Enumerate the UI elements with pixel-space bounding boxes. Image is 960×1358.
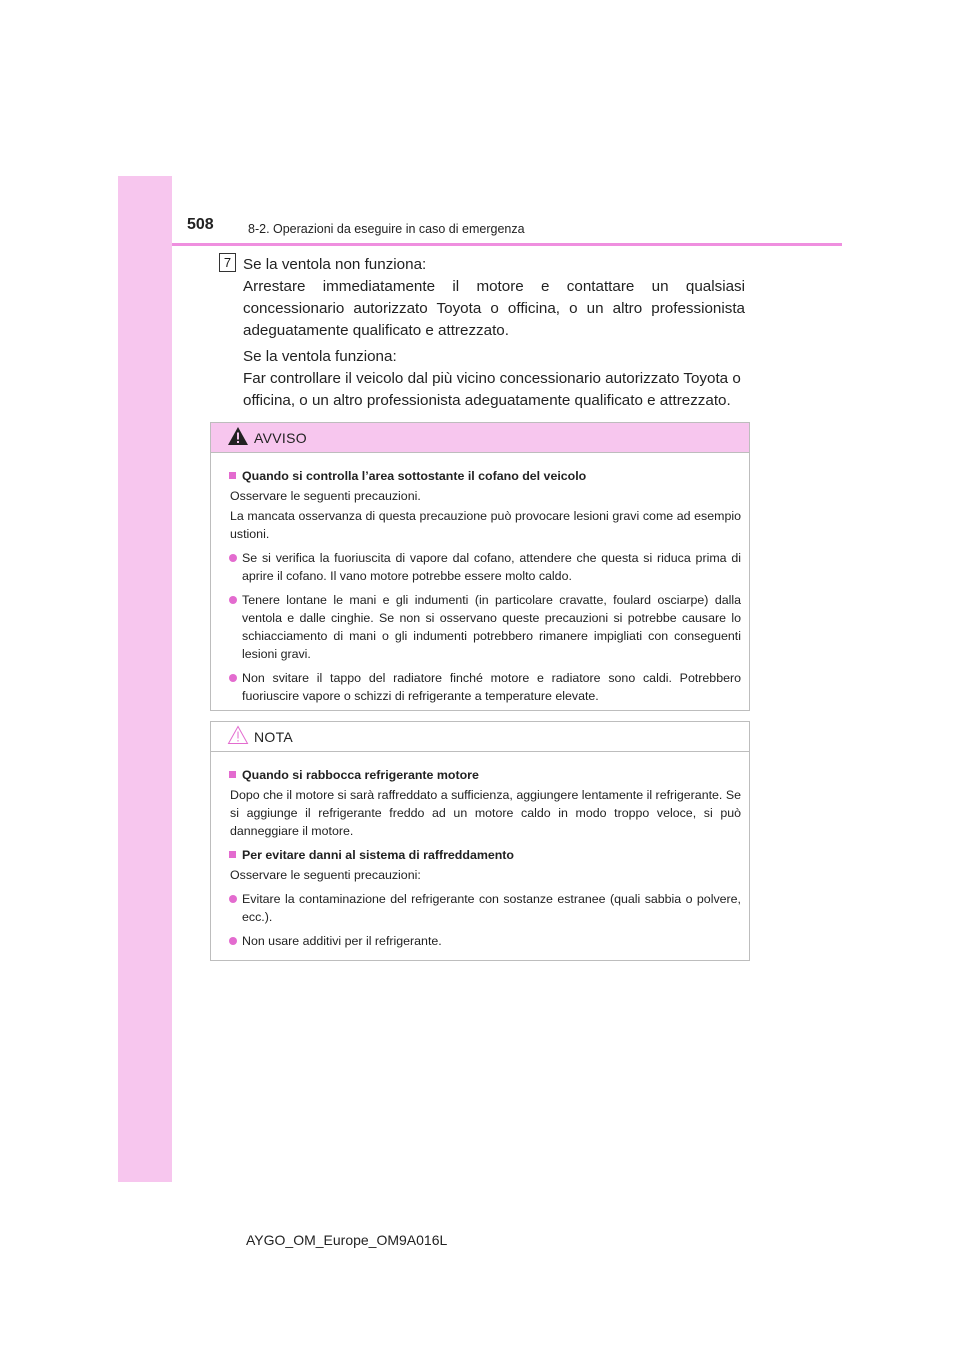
warning-title: AVVISO (254, 430, 307, 446)
warning-bullet-text: Non svitare il tappo del radiatore finché motore e radiatore sono caldi. Potrebbero fuoriuscire vapore o schizzi di refrigerante a temperature elevate. (242, 671, 741, 703)
footer-doc-id: AYGO_OM_Europe_OM9A016L (246, 1232, 448, 1248)
fan-not-working-label: Se la ventola non funziona: (243, 256, 427, 273)
note-bullet-text: Non usare additivi per il refrigerante. (242, 934, 442, 948)
warning-intro-line2: La mancata osservanza di questa precauzione può provocare lesioni gravi come ad esempio ustioni. (230, 509, 741, 541)
square-bullet-icon (229, 851, 236, 858)
note-text: Osservare le seguenti precauzioni: (230, 868, 421, 882)
note-text: Dopo che il motore si sarà raffreddato a sufficienza, aggiungere lentamente il refrigerante. Se si aggiunge il refrigerante freddo ad un motore caldo in modo troppo veloce, si può danneggiare il motore. (230, 788, 741, 838)
round-bullet-icon (229, 895, 237, 903)
warning-bullet-text: Tenere lontane le mani e gli indumenti (in particolare cravatte, foulard osciarpe) dalla ventola e dalle cinghie. Se non si osservano queste precauzioni si potrebbe causare lo schiacciamento di mani o gli indumenti potrebbero rimanere impigliati con conseguenti lesioni gravi. (242, 593, 741, 661)
note-bullet (229, 932, 741, 950)
warning-header (211, 423, 749, 453)
warning-bullet (229, 669, 741, 705)
note-title: NOTA (254, 729, 294, 745)
warning-box (210, 422, 750, 711)
warning-intro (229, 487, 741, 543)
section-title: 8-2. Operazioni da eseguire in caso di emergenza (248, 222, 525, 236)
note-heading-text: Quando si rabbocca refrigerante motore (242, 768, 479, 782)
round-bullet-icon (229, 937, 237, 945)
square-bullet-icon (229, 771, 236, 778)
caution-triangle-icon (227, 725, 249, 745)
note-bullet-text: Evitare la contaminazione del refrigerante con sostanze estranee (quali sabbia o polvere, ecc.). (242, 892, 741, 924)
warning-intro-line1: Osservare le seguenti precauzioni. (230, 489, 421, 503)
warning-triangle-icon (227, 426, 249, 446)
round-bullet-icon (229, 674, 237, 682)
square-bullet-icon (229, 472, 236, 479)
note-bullet (229, 890, 741, 926)
note-heading (229, 766, 741, 784)
note-body (211, 752, 749, 960)
warning-heading (229, 467, 741, 485)
round-bullet-icon (229, 596, 237, 604)
side-tab-band (118, 176, 172, 1182)
warning-bullet-text: Se si verifica la fuoriuscita di vapore dal cofano, attendere che questa si riduca prima di aprire il cofano. Il vano motore potrebbe essere molto caldo. (242, 551, 741, 583)
header-rule (172, 243, 842, 246)
fan-working-text: Far controllare il veicolo dal più vicino concessionario autorizzato Toyota o officina, o un altro professionista adeguatamente qualificato e attrezzato. (243, 370, 741, 409)
warning-heading-text: Quando si controlla l’area sottostante il cofano del veicolo (242, 469, 587, 483)
step-number: 7 (219, 253, 236, 272)
note-header (211, 722, 749, 752)
warning-bullet (229, 591, 741, 663)
note-box (210, 721, 750, 961)
warning-bullet (229, 549, 741, 585)
fan-not-working-text: Arrestare immediatamente il motore e contattare un qualsiasi concessionario autorizzato Toyota o officina, o un altro professionista adeguatamente qualificato e attrezzato. (243, 278, 745, 339)
warning-body (211, 453, 749, 715)
fan-working-label: Se la ventola funziona: (243, 348, 397, 365)
round-bullet-icon (229, 554, 237, 562)
note-heading-text: Per evitare danni al sistema di raffreddamento (242, 848, 515, 862)
note-heading (229, 846, 741, 864)
page-number: 508 (187, 216, 214, 233)
